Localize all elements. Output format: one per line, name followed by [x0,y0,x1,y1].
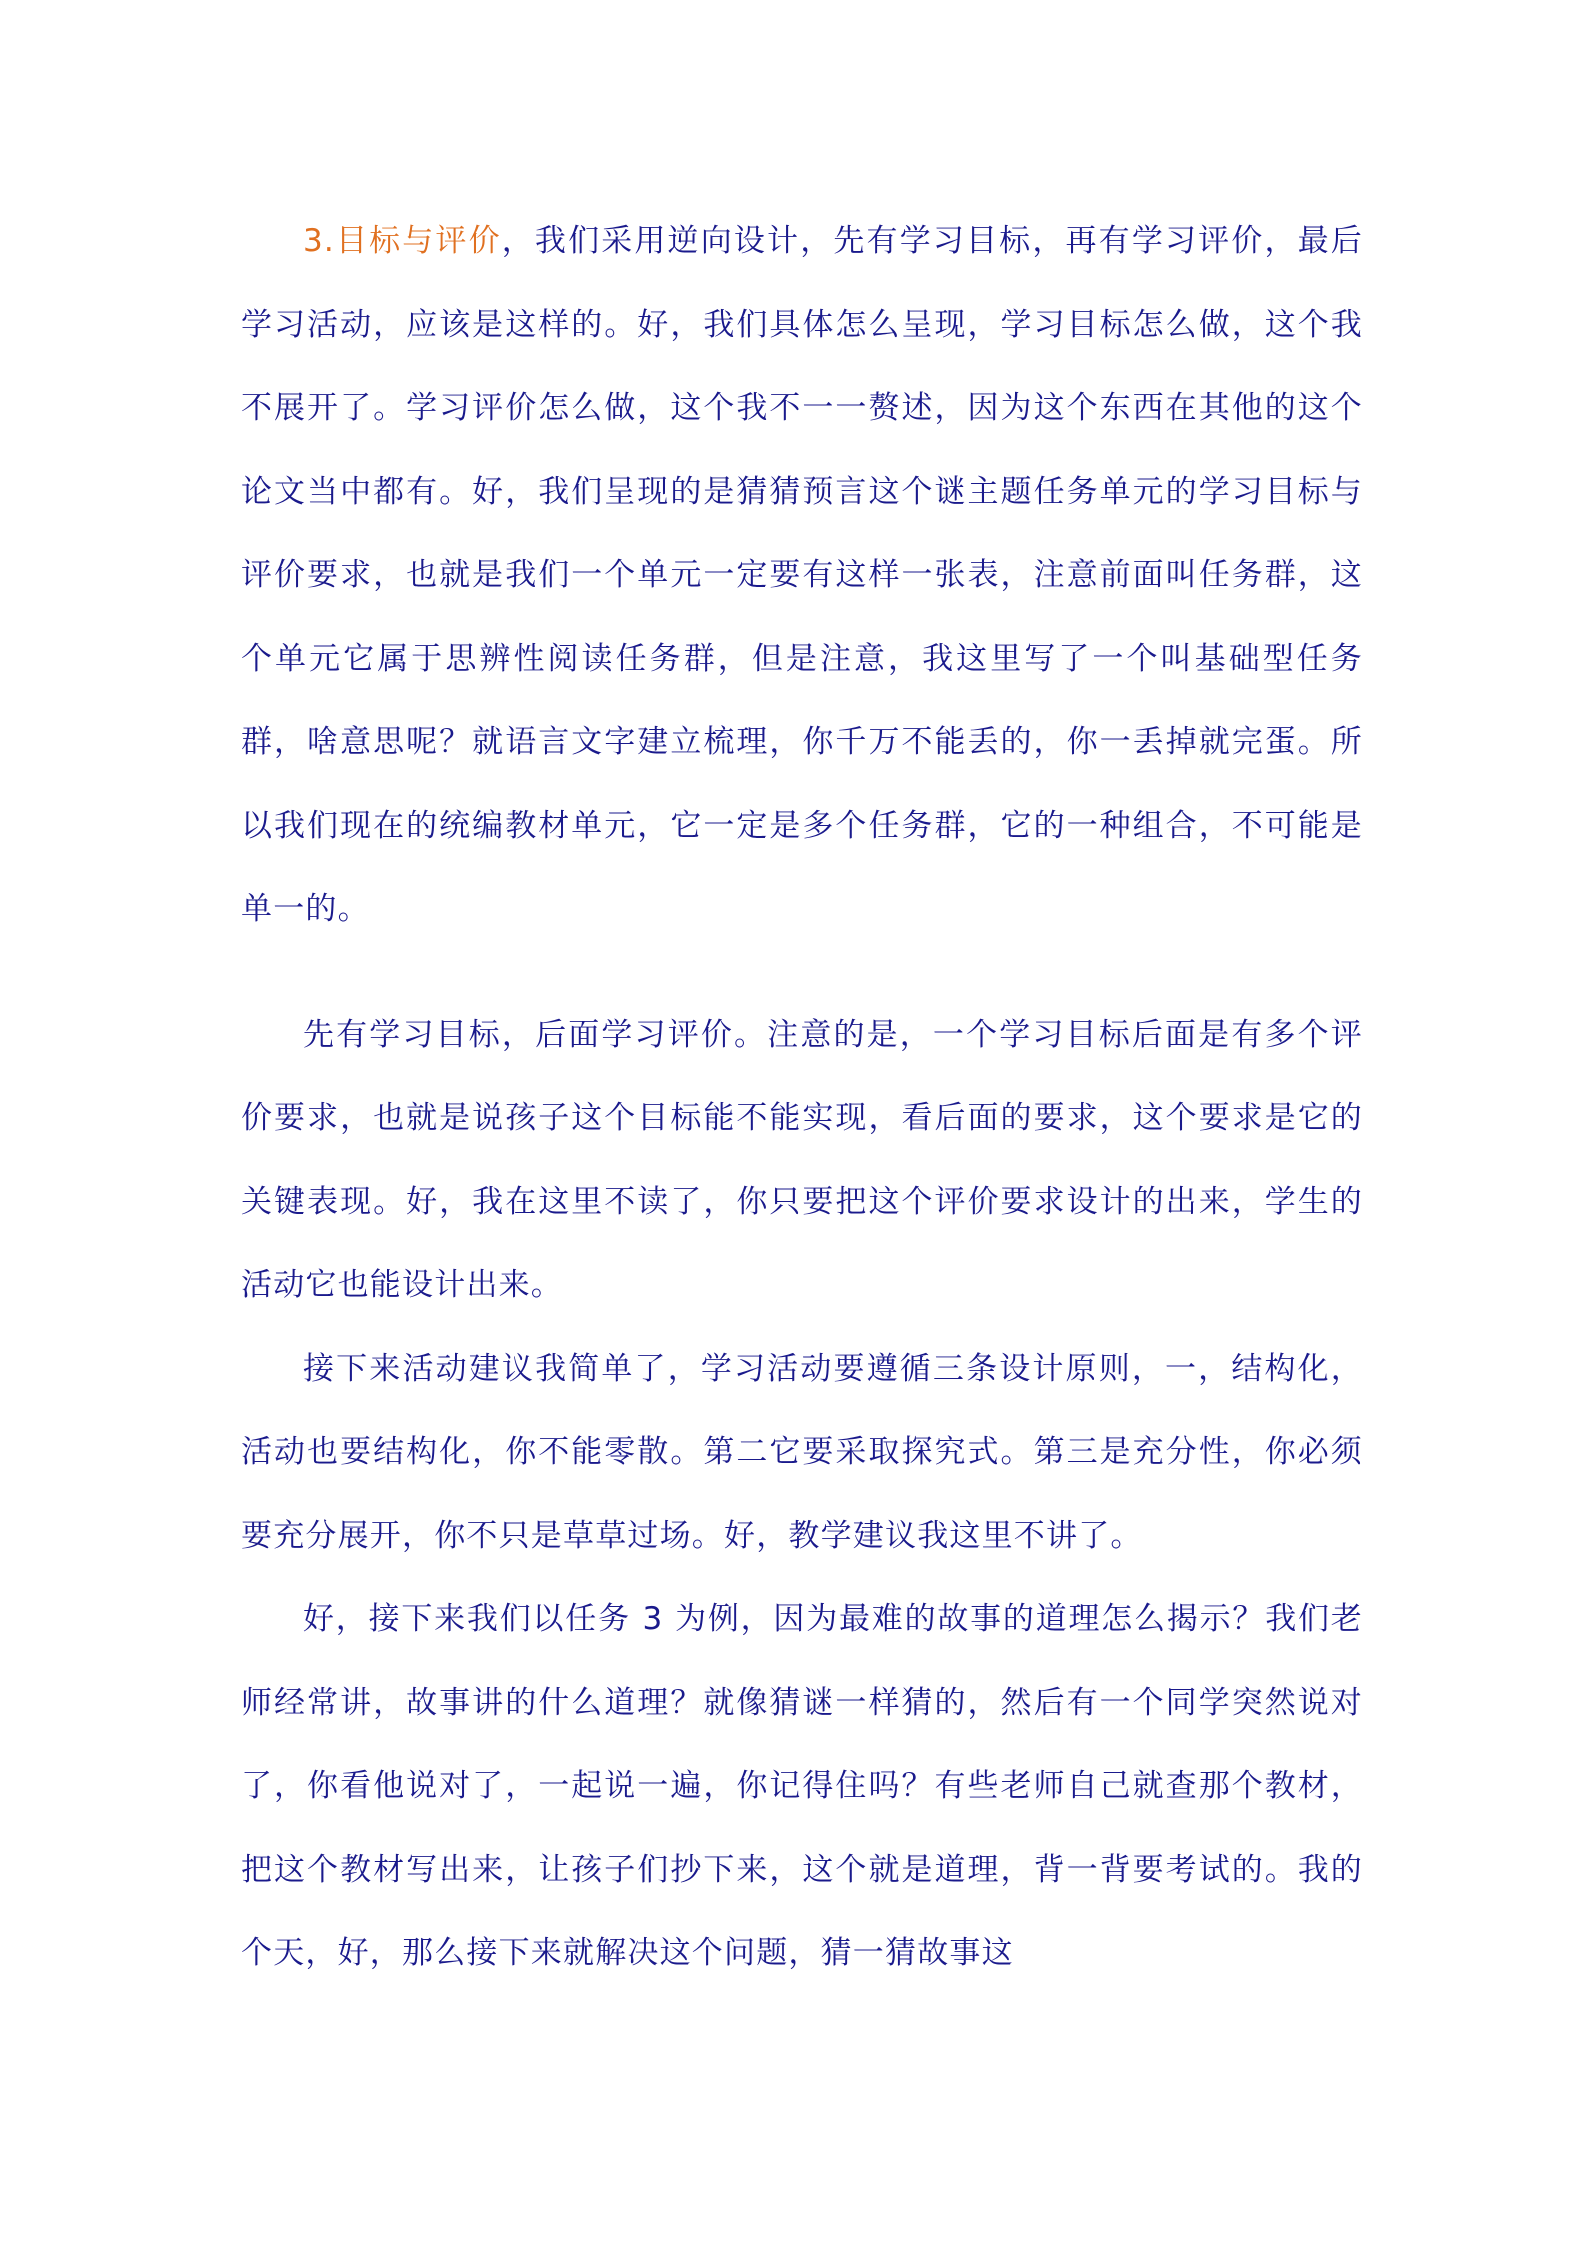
document-body [241,200,1363,1996]
paragraph-4: 好，接下来我们以任务 3 为例，因为最难的故事的道理怎么揭示？我们老师经常讲，故事讲的什么道理？就像猜谜一样猜的，然后有一个同学突然说对了，你看他说对了，一起说一遍，你记得住吗？有些老师自己就查那个教材，把这个教材写出来，让孩子们抄下来，这个就是道理，背一背要考试的。我的个天，好，那么接下来就解决这个问题，猜一猜故事这 [241,1601,1363,1971]
paragraph-2: 先有学习目标，后面学习评价。注意的是，一个学习目标后面是有多个评价要求，也就是说孩子这个目标能不能实现，看后面的要求，这个要求是它的关键表现。好，我在这里不读了，你只要把这个评价要求设计的出来，学生的活动它也能设计出来。 [241,1016,1363,1303]
paragraph-1-text: ，我们采用逆向设计，先有学习目标，再有学习评价，最后学习活动，应该是这样的。好，我们具体怎么呈现，学习目标怎么做，这个我不展开了。学习评价怎么做，这个我不一一赘述，因为这个东西在其他的这个论文当中都有。好，我们呈现的是猜猜预言这个谜主题任务单元的学习目标与评价要求，也就是我们一个单元一定要有这样一张表，注意前面叫任务群，这个单元它属于思辨性阅读任务群，但是注意，我这里写了一个叫基础型任务群，啥意思呢？就语言文字建立梳理，你千万不能丢的，你一丢掉就完蛋。所以我们现在的统编教材单元，它一定是多个任务群，它的一种组合，不可能是单一的。 [241,223,1363,927]
paragraph-1 [241,200,1363,952]
section-heading: 3.目标与评价 [303,223,502,259]
paragraph-3: 接下来活动建议我简单了，学习活动要遵循三条设计原则，一，结构化，活动也要结构化，你不能零散。第二它要采取探究式。第三是充分性，你必须要充分展开，你不只是草草过场。好，教学建议我这里不讲了。 [241,1350,1363,1554]
